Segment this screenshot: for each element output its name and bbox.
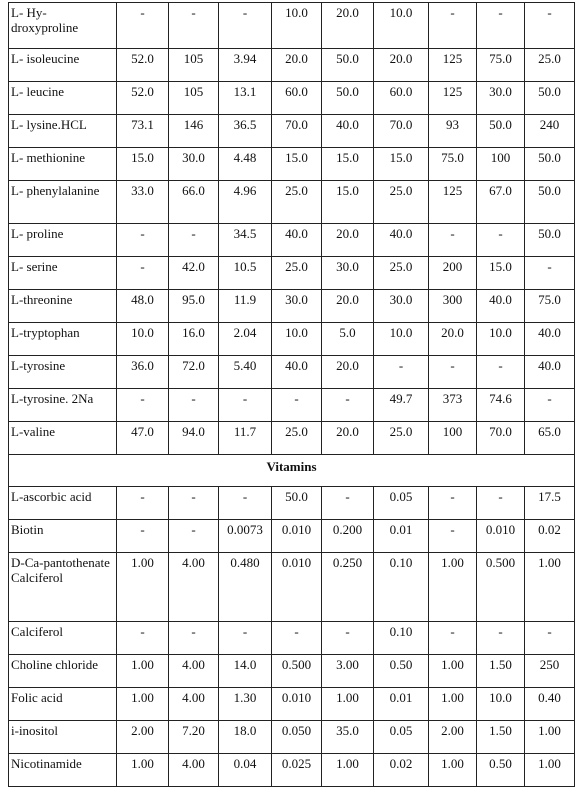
- table-cell: 30.0: [477, 82, 525, 115]
- table-cell: 4.00: [169, 655, 219, 688]
- table-cell: 60.0: [374, 82, 429, 115]
- table-row: [9, 257, 575, 290]
- table-cell: 60.0: [272, 82, 322, 115]
- table-cell: 0.050: [272, 721, 322, 754]
- table-row: [9, 688, 575, 721]
- table-cell: 75.0: [429, 148, 477, 181]
- table-row: [9, 49, 575, 82]
- table-cell: 50.0: [525, 82, 575, 115]
- table-cell: 30.0: [322, 257, 374, 290]
- table-cell: 65.0: [525, 422, 575, 455]
- table-cell: 1.00: [117, 655, 169, 688]
- table-row: [9, 520, 575, 553]
- table-cell: 4.00: [169, 688, 219, 721]
- table-cell: 75.0: [525, 290, 575, 323]
- table-cell: 0.40: [525, 688, 575, 721]
- table-cell: 40.0: [525, 356, 575, 389]
- table-cell: -: [169, 3, 219, 49]
- table-row: [9, 655, 575, 688]
- section-heading-row: [9, 455, 575, 487]
- table-cell: 100: [429, 422, 477, 455]
- table-cell: 16.0: [169, 323, 219, 356]
- table-cell: 75.0: [477, 49, 525, 82]
- table-cell: 105: [169, 49, 219, 82]
- table-cell: 20.0: [322, 224, 374, 257]
- table-cell: 95.0: [169, 290, 219, 323]
- table-cell: 3.00: [322, 655, 374, 688]
- table-row: [9, 356, 575, 389]
- table-cell: -: [429, 622, 477, 655]
- table-cell: -: [477, 487, 525, 520]
- table-row: [9, 422, 575, 455]
- table-row: [9, 82, 575, 115]
- table-cell: 1.00: [117, 754, 169, 787]
- table-cell: -: [117, 224, 169, 257]
- table-cell: 105: [169, 82, 219, 115]
- table-cell: 30.0: [374, 290, 429, 323]
- table-cell: -: [117, 520, 169, 553]
- row-label: L-tyrosine: [9, 356, 117, 389]
- table-row: [9, 389, 575, 422]
- table-cell: 1.50: [477, 655, 525, 688]
- table-cell: -: [525, 257, 575, 290]
- table-cell: 25.0: [272, 422, 322, 455]
- table-cell: 73.1: [117, 115, 169, 148]
- table-row: [9, 323, 575, 356]
- table-cell: 25.0: [374, 422, 429, 455]
- table-cell: -: [477, 3, 525, 49]
- table-cell: 0.50: [374, 655, 429, 688]
- table-cell: -: [169, 520, 219, 553]
- row-label: D-Ca-pantothenate Calciferol: [9, 553, 117, 622]
- table-cell: 10.0: [374, 3, 429, 49]
- table-cell: 47.0: [117, 422, 169, 455]
- table-row: [9, 622, 575, 655]
- table-cell: -: [429, 3, 477, 49]
- table-row: [9, 224, 575, 257]
- table-cell: 1.00: [117, 553, 169, 622]
- table-cell: -: [322, 389, 374, 422]
- table-cell: 1.00: [117, 688, 169, 721]
- table-cell: -: [117, 622, 169, 655]
- table-cell: 125: [429, 181, 477, 224]
- table-cell: 40.0: [374, 224, 429, 257]
- table-cell: 0.010: [272, 688, 322, 721]
- table-cell: 1.50: [477, 721, 525, 754]
- table-cell: 40.0: [322, 115, 374, 148]
- table-cell: 0.10: [374, 622, 429, 655]
- table-cell: -: [525, 3, 575, 49]
- table-cell: -: [477, 356, 525, 389]
- table-cell: 0.500: [272, 655, 322, 688]
- table-cell: -: [169, 622, 219, 655]
- table-cell: 49.7: [374, 389, 429, 422]
- table-cell: 1.00: [322, 688, 374, 721]
- table-cell: 2.00: [117, 721, 169, 754]
- table-cell: 15.0: [272, 148, 322, 181]
- table-cell: 125: [429, 49, 477, 82]
- table-cell: -: [117, 389, 169, 422]
- table-cell: 10.0: [272, 323, 322, 356]
- table-cell: -: [525, 389, 575, 422]
- table-cell: 52.0: [117, 82, 169, 115]
- table-cell: 2.04: [219, 323, 272, 356]
- table-cell: 5.40: [219, 356, 272, 389]
- table-cell: 40.0: [477, 290, 525, 323]
- table-cell: -: [322, 622, 374, 655]
- table-cell: 25.0: [374, 181, 429, 224]
- table-cell: -: [117, 257, 169, 290]
- table-cell: 10.0: [374, 323, 429, 356]
- table-cell: 35.0: [322, 721, 374, 754]
- table-cell: -: [117, 3, 169, 49]
- table-cell: 33.0: [117, 181, 169, 224]
- table-row: [9, 721, 575, 754]
- table-cell: 20.0: [322, 422, 374, 455]
- table-cell: 10.0: [477, 688, 525, 721]
- table-cell: 373: [429, 389, 477, 422]
- table-cell: 0.250: [322, 553, 374, 622]
- table-cell: 13.1: [219, 82, 272, 115]
- table-cell: 20.0: [374, 49, 429, 82]
- table-cell: 1.00: [322, 754, 374, 787]
- table-cell: 1.00: [429, 655, 477, 688]
- table-cell: 72.0: [169, 356, 219, 389]
- row-label: Choline chloride: [9, 655, 117, 688]
- row-label: L-ascorbic acid: [9, 487, 117, 520]
- row-label: L- isoleucine: [9, 49, 117, 82]
- table-cell: 93: [429, 115, 477, 148]
- table-cell: 3.94: [219, 49, 272, 82]
- table-cell: 50.0: [322, 82, 374, 115]
- table-cell: -: [272, 622, 322, 655]
- table-cell: 10.5: [219, 257, 272, 290]
- table-row: [9, 553, 575, 622]
- table-cell: 0.010: [272, 520, 322, 553]
- row-label: L- leucine: [9, 82, 117, 115]
- table-cell: 125: [429, 82, 477, 115]
- table-cell: 1.00: [429, 553, 477, 622]
- table-cell: 0.010: [477, 520, 525, 553]
- row-label: L- methionine: [9, 148, 117, 181]
- table-cell: -: [169, 487, 219, 520]
- table-cell: 48.0: [117, 290, 169, 323]
- table-cell: 4.00: [169, 553, 219, 622]
- table-cell: -: [429, 520, 477, 553]
- section-heading: Vitamins: [9, 455, 575, 487]
- table-cell: 5.0: [322, 323, 374, 356]
- table-cell: 0.500: [477, 553, 525, 622]
- row-label: L- Hy-droxyproline: [9, 3, 117, 49]
- table-cell: 40.0: [272, 224, 322, 257]
- table-cell: 50.0: [272, 487, 322, 520]
- table-cell: 11.7: [219, 422, 272, 455]
- row-label: L- phenylalanine: [9, 181, 117, 224]
- table-cell: 42.0: [169, 257, 219, 290]
- table-cell: 200: [429, 257, 477, 290]
- table-cell: 50.0: [477, 115, 525, 148]
- table-row: [9, 3, 575, 49]
- row-label: L- lysine.HCL: [9, 115, 117, 148]
- table-row: [9, 487, 575, 520]
- table-cell: 30.0: [272, 290, 322, 323]
- table-cell: 1.00: [525, 721, 575, 754]
- table-cell: 0.50: [477, 754, 525, 787]
- table-cell: 0.05: [374, 487, 429, 520]
- table-cell: 20.0: [322, 3, 374, 49]
- table-cell: 0.010: [272, 553, 322, 622]
- table-cell: -: [272, 389, 322, 422]
- table-cell: 20.0: [322, 356, 374, 389]
- table-cell: 10.0: [117, 323, 169, 356]
- table-cell: 0.05: [374, 721, 429, 754]
- table-cell: 1.30: [219, 688, 272, 721]
- table-cell: 10.0: [477, 323, 525, 356]
- table-body: [9, 3, 575, 787]
- table-cell: 300: [429, 290, 477, 323]
- table-cell: 0.01: [374, 688, 429, 721]
- table-cell: 20.0: [429, 323, 477, 356]
- table-cell: 94.0: [169, 422, 219, 455]
- row-label: L- serine: [9, 257, 117, 290]
- table-cell: 1.00: [525, 754, 575, 787]
- media-composition-table: [8, 2, 575, 787]
- table-cell: 100: [477, 148, 525, 181]
- table-cell: 0.01: [374, 520, 429, 553]
- table-cell: 0.200: [322, 520, 374, 553]
- row-label: Folic acid: [9, 688, 117, 721]
- row-label: Nicotinamide: [9, 754, 117, 787]
- row-label: L-threonine: [9, 290, 117, 323]
- table-cell: 50.0: [525, 181, 575, 224]
- table-cell: 15.0: [322, 181, 374, 224]
- table-cell: 0.10: [374, 553, 429, 622]
- table-cell: 1.00: [525, 553, 575, 622]
- table-cell: 0.04: [219, 754, 272, 787]
- table-cell: -: [322, 487, 374, 520]
- row-label: Biotin: [9, 520, 117, 553]
- table-cell: 0.480: [219, 553, 272, 622]
- table-cell: 20.0: [322, 290, 374, 323]
- table-cell: 15.0: [322, 148, 374, 181]
- row-label: Calciferol: [9, 622, 117, 655]
- table-cell: -: [219, 3, 272, 49]
- table-cell: 240: [525, 115, 575, 148]
- table-cell: 70.0: [374, 115, 429, 148]
- table-cell: 34.5: [219, 224, 272, 257]
- table-cell: -: [429, 224, 477, 257]
- table-cell: 66.0: [169, 181, 219, 224]
- table-row: [9, 290, 575, 323]
- table-row: [9, 115, 575, 148]
- table-cell: -: [117, 487, 169, 520]
- table-cell: 70.0: [477, 422, 525, 455]
- table-cell: 15.0: [117, 148, 169, 181]
- table-cell: 4.96: [219, 181, 272, 224]
- table-cell: 1.00: [429, 688, 477, 721]
- table-cell: 0.02: [525, 520, 575, 553]
- table-cell: 70.0: [272, 115, 322, 148]
- table-cell: -: [219, 622, 272, 655]
- row-label: L- proline: [9, 224, 117, 257]
- table-cell: -: [525, 622, 575, 655]
- table-cell: -: [477, 622, 525, 655]
- row-label: L-tryptophan: [9, 323, 117, 356]
- table-cell: 74.6: [477, 389, 525, 422]
- table-cell: -: [429, 356, 477, 389]
- table-cell: 50.0: [322, 49, 374, 82]
- table-cell: 67.0: [477, 181, 525, 224]
- table-cell: 10.0: [272, 3, 322, 49]
- table-cell: 52.0: [117, 49, 169, 82]
- table-row: [9, 754, 575, 787]
- table-cell: 0.02: [374, 754, 429, 787]
- table-cell: 250: [525, 655, 575, 688]
- table-cell: 0.0073: [219, 520, 272, 553]
- table-cell: -: [169, 389, 219, 422]
- table-cell: 25.0: [525, 49, 575, 82]
- table-cell: -: [374, 356, 429, 389]
- table-cell: -: [169, 224, 219, 257]
- table-cell: 15.0: [477, 257, 525, 290]
- table-cell: 25.0: [272, 181, 322, 224]
- table-cell: 18.0: [219, 721, 272, 754]
- table-cell: 30.0: [169, 148, 219, 181]
- row-label: L-tyrosine. 2Na: [9, 389, 117, 422]
- table-cell: -: [477, 224, 525, 257]
- table-cell: 7.20: [169, 721, 219, 754]
- table-cell: 36.5: [219, 115, 272, 148]
- table-cell: 25.0: [374, 257, 429, 290]
- table-row: [9, 181, 575, 224]
- table-cell: 40.0: [525, 323, 575, 356]
- row-label: i-inositol: [9, 721, 117, 754]
- table-cell: 146: [169, 115, 219, 148]
- table-cell: 14.0: [219, 655, 272, 688]
- table-cell: 17.5: [525, 487, 575, 520]
- table-cell: -: [219, 487, 272, 520]
- table-row: [9, 148, 575, 181]
- row-label: L-valine: [9, 422, 117, 455]
- table-cell: 36.0: [117, 356, 169, 389]
- table-cell: 4.00: [169, 754, 219, 787]
- table-cell: 40.0: [272, 356, 322, 389]
- table-cell: 0.025: [272, 754, 322, 787]
- table-cell: -: [219, 389, 272, 422]
- table-cell: 15.0: [374, 148, 429, 181]
- table-cell: 1.00: [429, 754, 477, 787]
- table-cell: 25.0: [272, 257, 322, 290]
- table-cell: 2.00: [429, 721, 477, 754]
- table-cell: 11.9: [219, 290, 272, 323]
- table-cell: 50.0: [525, 148, 575, 181]
- table-cell: 50.0: [525, 224, 575, 257]
- table-cell: 4.48: [219, 148, 272, 181]
- table-cell: 20.0: [272, 49, 322, 82]
- table-cell: -: [429, 487, 477, 520]
